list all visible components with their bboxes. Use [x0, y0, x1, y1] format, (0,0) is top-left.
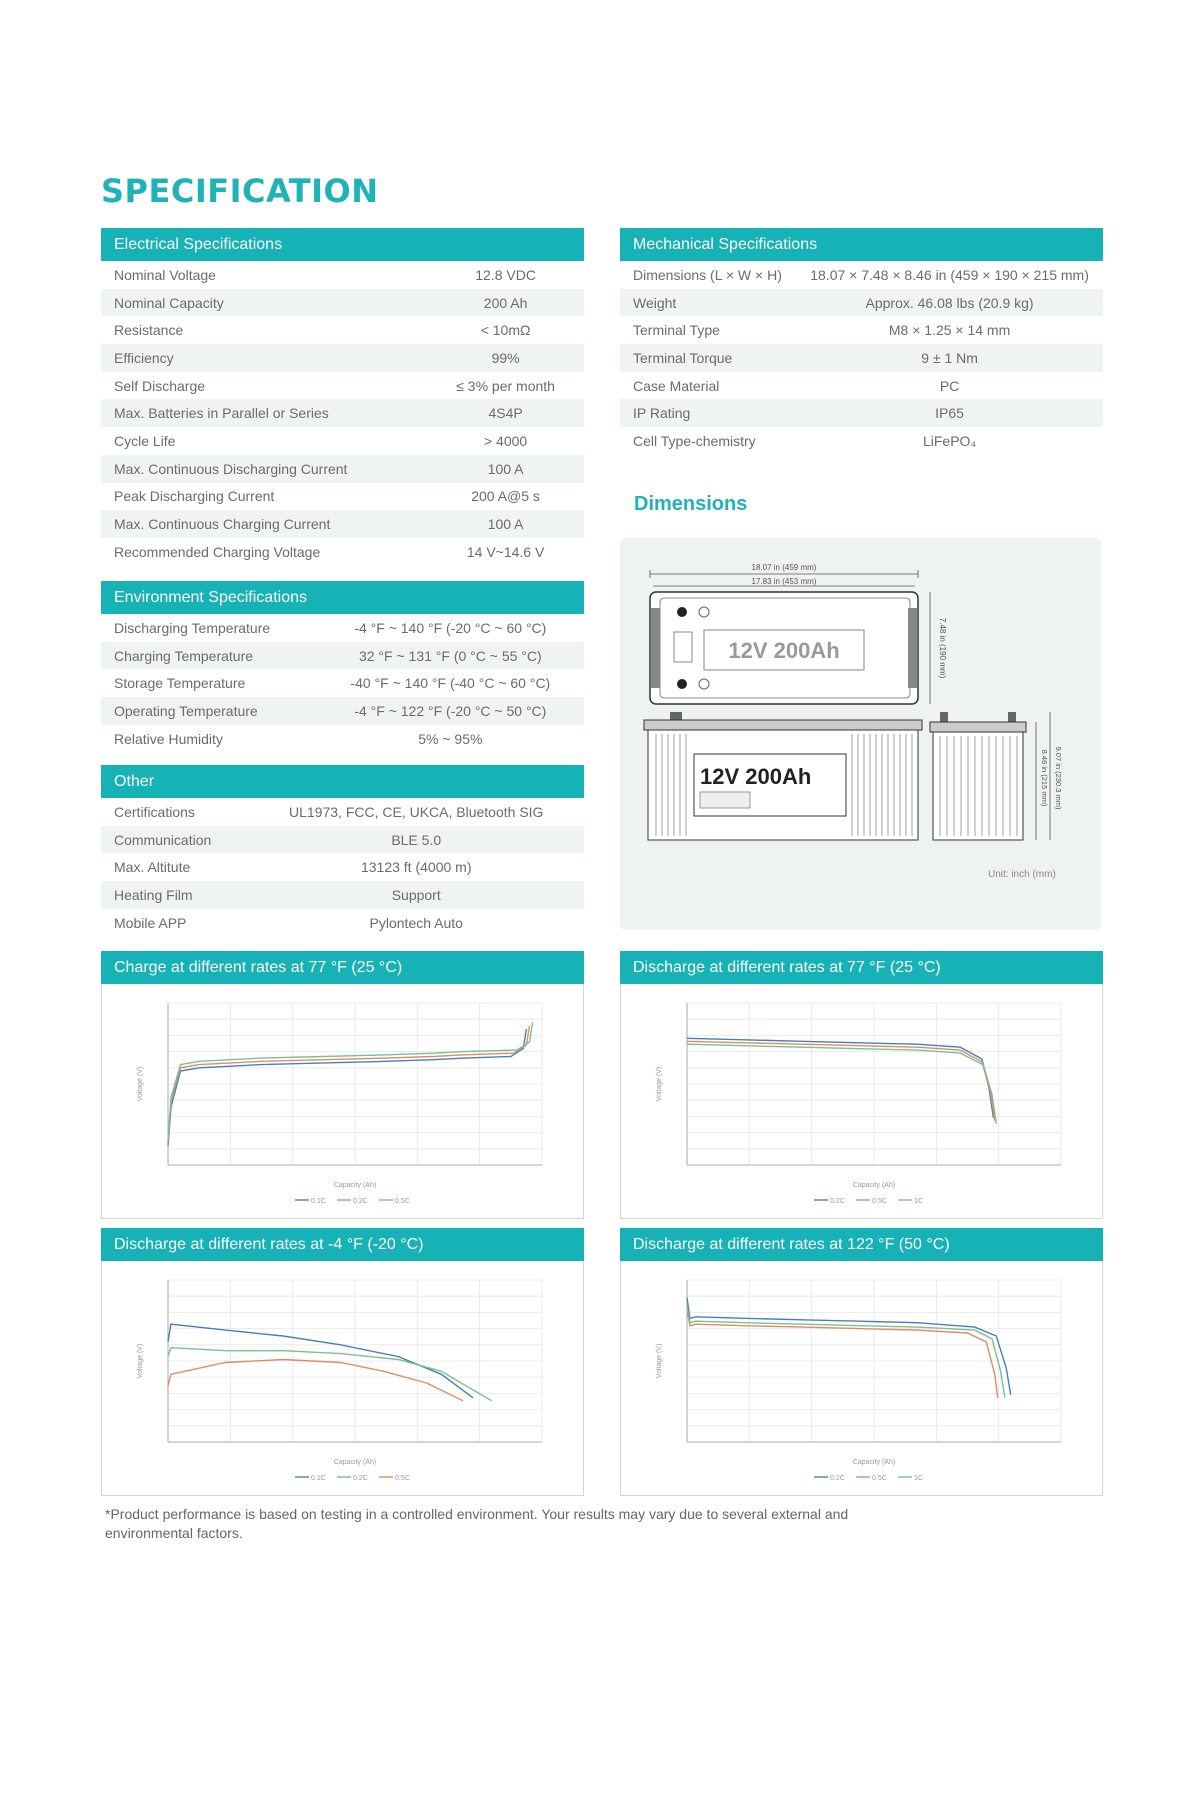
legend-entry: 0.2C: [830, 1198, 845, 1205]
front-view-label: 12V 200Ah: [700, 764, 812, 789]
spec-row: [620, 261, 1103, 289]
spec-value: 4S4P: [427, 399, 584, 427]
spec-label: Certifications: [114, 803, 195, 820]
length-inner-label: 17.83 in (453 mm): [751, 577, 817, 586]
spec-label: IP Rating: [620, 399, 796, 427]
spec-label: Storage Temperature: [114, 675, 246, 692]
environment-spec-section: [101, 581, 584, 752]
section-heading: Mechanical Specifications: [620, 228, 1103, 261]
series-line-0.2C: [168, 1348, 492, 1401]
spec-label: Communication: [101, 826, 248, 854]
spec-value: Support: [248, 881, 584, 909]
spec-label: Cycle Life: [114, 432, 176, 449]
spec-row: [101, 316, 584, 344]
chart-discharge-25c: [620, 951, 1103, 1219]
chart-discharge-50c: [620, 1228, 1103, 1496]
series-line-0.5C: [687, 1041, 995, 1121]
spec-label: Nominal Voltage: [114, 266, 216, 283]
spec-label: Terminal Torque: [620, 344, 796, 372]
chart-plot: [621, 1262, 1102, 1495]
spec-row: [101, 372, 584, 400]
section-heading: Other: [101, 765, 584, 798]
y-axis-label: Voltage (V): [137, 1066, 144, 1102]
width-label: 7.48 in (190 mm): [938, 617, 947, 679]
spec-label: Heating Film: [101, 881, 248, 909]
legend-entry: 0.1C: [311, 1475, 326, 1482]
legend-entry: 0.2C: [830, 1475, 845, 1482]
spec-label: Mobile APP: [114, 914, 187, 931]
chart-heading: Discharge at different rates at 77 °F (25 °C): [620, 951, 1103, 984]
other-spec-table: [101, 798, 584, 936]
legend-entry: 1C: [914, 1475, 923, 1482]
spec-value: -4 °F ~ 140 °F (-20 °C ~ 60 °C): [354, 619, 547, 636]
chart-heading: Charge at different rates at 77 °F (25 °C): [101, 951, 584, 984]
y-axis-label: Voltage (V): [137, 1343, 144, 1379]
spec-value: BLE 5.0: [248, 826, 584, 854]
chart-charge-25c: [101, 951, 584, 1219]
spec-value: > 4000: [483, 432, 528, 449]
footnote: *Product performance is based on testing in a controlled environment. Your results may vary due to several external and environmental factors.: [105, 1506, 849, 1541]
spec-label: Self Discharge: [114, 377, 206, 394]
section-heading: Environment Specifications: [101, 581, 584, 614]
chart-heading: Discharge at different rates at -4 °F (-20 °C): [101, 1228, 584, 1261]
x-axis-label: Capacity (Ah): [852, 1182, 896, 1189]
spec-label: Weight: [620, 289, 796, 317]
spec-row: [101, 642, 584, 670]
spec-value: UL1973, FCC, CE, UKCA, Bluetooth SIG: [289, 803, 544, 820]
spec-row: [620, 289, 1103, 317]
spec-value: Approx. 46.08 lbs (20.9 kg): [796, 289, 1103, 317]
spec-label: Max. Altitute: [114, 859, 191, 876]
legend-entry: 0.2C: [353, 1475, 368, 1482]
spec-value: 200 Ah: [427, 289, 584, 317]
spec-value: ≤ 3% per month: [456, 377, 555, 394]
spec-value: 14 V~14.6 V: [466, 543, 545, 560]
spec-label: Max. Batteries in Parallel or Series: [101, 399, 427, 427]
electrical-spec-section: [101, 228, 584, 566]
legend-entry: 0.1C: [311, 1198, 326, 1205]
spec-value: 5% ~ 95%: [418, 730, 483, 747]
spec-label: Relative Humidity: [114, 730, 223, 747]
mechanical-spec-section: [620, 228, 1103, 455]
section-heading: Electrical Specifications: [101, 228, 584, 261]
spec-value: 100 A: [427, 455, 584, 483]
dimensions-drawing: [620, 538, 1101, 930]
spec-label: Max. Continuous Discharging Current: [101, 455, 427, 483]
spec-value: 9 ± 1 Nm: [796, 344, 1103, 372]
chart-plot: [102, 985, 583, 1218]
spec-row: [101, 725, 584, 753]
spec-row: [620, 372, 1103, 400]
chart-discharge-minus20c: [101, 1228, 584, 1496]
spec-label: Recommended Charging Voltage: [114, 543, 321, 560]
spec-row: [101, 344, 584, 372]
legend-entry: 0.5C: [395, 1475, 410, 1482]
spec-row: [101, 909, 584, 937]
spec-label: Resistance: [114, 322, 184, 339]
spec-row: [101, 881, 584, 909]
spec-label: Efficiency: [101, 344, 427, 372]
spec-label: Nominal Capacity: [101, 289, 427, 317]
spec-label: Cell Type-chemistry: [633, 432, 756, 449]
spec-row: [101, 455, 584, 483]
spec-value: < 10mΩ: [480, 322, 531, 339]
spec-label: Case Material: [633, 377, 720, 394]
dimensions-heading: Dimensions: [634, 493, 748, 515]
spec-value: M8 × 1.25 × 14 mm: [888, 322, 1011, 339]
spec-row: [101, 261, 584, 289]
spec-row: [101, 614, 584, 642]
electrical-spec-table: [101, 261, 584, 566]
legend-entry: 1C: [914, 1198, 923, 1205]
spec-row: [101, 399, 584, 427]
spec-value: 200 A@5 s: [471, 488, 540, 505]
legend-entry: 0.2C: [353, 1198, 368, 1205]
x-axis-label: Capacity (Ah): [333, 1182, 377, 1189]
spec-row: [620, 399, 1103, 427]
height-total-label: 9.07 in (230.3 mm): [1054, 746, 1063, 810]
spec-row: [620, 316, 1103, 344]
y-axis-label: Voltage (V): [656, 1343, 663, 1379]
legend-entry: 0.5C: [395, 1198, 410, 1205]
spec-label: Charging Temperature: [101, 642, 317, 670]
spec-row: [101, 669, 584, 697]
spec-row: [101, 798, 584, 826]
length-outer-label: 18.07 in (459 mm): [751, 563, 817, 572]
spec-value: 100 A: [427, 510, 584, 538]
chart-plot: [621, 985, 1102, 1218]
legend-entry: 0.5C: [872, 1198, 887, 1205]
spec-row: [101, 510, 584, 538]
spec-value: Pylontech Auto: [369, 914, 463, 931]
x-axis-label: Capacity (Ah): [852, 1459, 896, 1466]
chart-plot: [102, 1262, 583, 1495]
spec-value: PC: [939, 377, 960, 394]
spec-row: [620, 427, 1103, 455]
legend-entry: 0.5C: [872, 1475, 887, 1482]
chart-heading: Discharge at different rates at 122 °F (50 °C): [620, 1228, 1103, 1261]
spec-row: [620, 344, 1103, 372]
mechanical-spec-table: [620, 261, 1103, 455]
spec-value: -4 °F ~ 122 °F (-20 °C ~ 50 °C): [317, 697, 584, 725]
spec-row: [101, 697, 584, 725]
series-line-0.5C: [168, 1022, 533, 1139]
spec-label: Max. Continuous Charging Current: [101, 510, 427, 538]
x-axis-label: Capacity (Ah): [333, 1459, 377, 1466]
unit-note: Unit: inch (mm): [988, 869, 1056, 880]
spec-row: [101, 538, 584, 566]
spec-label: Dimensions (L × W × H): [633, 266, 782, 283]
spec-value: 32 °F ~ 131 °F (0 °C ~ 55 °C): [317, 642, 584, 670]
spec-label: Terminal Type: [633, 322, 720, 339]
spec-label: Discharging Temperature: [114, 619, 271, 636]
height-case-label: 8.46 in (215 mm): [1040, 749, 1049, 807]
top-view-label: 12V 200Ah: [728, 638, 840, 663]
page-title: SPECIFICATION: [101, 172, 379, 210]
spec-row: [101, 483, 584, 511]
spec-value: -40 °F ~ 140 °F (-40 °C ~ 60 °C): [350, 675, 551, 692]
spec-value: LiFePO₄: [922, 432, 977, 449]
spec-row: [101, 427, 584, 455]
series-line-0.2C: [687, 1038, 993, 1118]
environment-spec-table: [101, 614, 584, 752]
spec-value: IP65: [796, 399, 1103, 427]
spec-value: 12.8 VDC: [475, 266, 536, 283]
spec-value: 13123 ft (4000 m): [360, 859, 472, 876]
spec-row: [101, 853, 584, 881]
spec-row: [101, 826, 584, 854]
spec-label: Peak Discharging Current: [114, 488, 275, 505]
series-line-0.1C: [168, 1029, 526, 1146]
spec-value: 18.07 × 7.48 × 8.46 in (459 × 190 × 215 mm): [810, 266, 1089, 283]
spec-row: [101, 289, 584, 317]
spec-label: Operating Temperature: [101, 697, 317, 725]
other-spec-section: [101, 765, 584, 936]
y-axis-label: Voltage (V): [656, 1066, 663, 1102]
spec-value: 99%: [427, 344, 584, 372]
